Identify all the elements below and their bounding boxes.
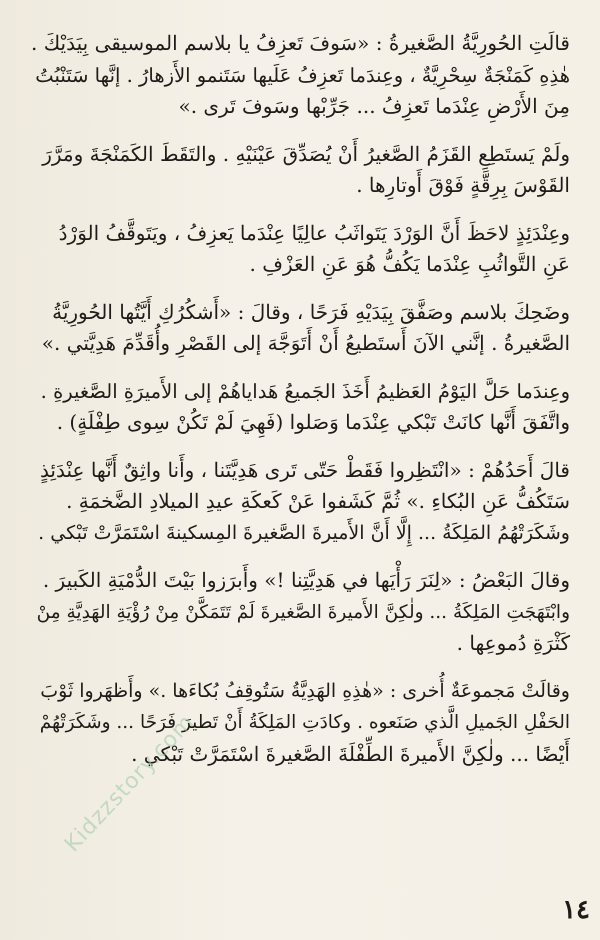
text-line: أَيْضًا ... ولٰكِنَّ الأَميرةَ الطِّفْلَةَ الصَّغيرةَ اسْتَمَرَّتْ تَبْكي .: [131, 741, 570, 766]
paragraph-5: [30, 376, 570, 439]
text-line: قالَتِ الحُورِيَّةُ الصَّغيرةُ : «سَوفَ تَعزِفُ يا بلاسم الموسيقى بِيَدَيْكَ .: [30, 31, 570, 55]
text-line: وعِنْدَئِذٍ لاحَظَ أَنَّ الوَرْدَ يَتَواثَبُ عالِيًا عِنْدَما يَعزِفُ ، ويَتَوقَّفُ الوَرْدُ: [58, 220, 570, 245]
text-line: ولَمْ يَستَطِعِ القَزَمُ الصَّغيرُ أَنْ يُصَدِّقَ عَيْنَيْهِ . والتَقَطَ الكَمَنْجَةَ ومَرَّرَ: [42, 141, 570, 166]
text-line: وعِندَما حَلَّ اليَوْمُ العَظيمُ أَخَذَ الجَميعُ هَداياهُمْ إلى الأَميرَةِ الصَّغيرةِ .: [40, 379, 570, 403]
text-line: هٰذِهِ كَمَنْجَةٌ سِحْرِيَّةٌ ، وعِندَما تَعزِفُ عَلَيها سَتَنمو الأَزهارُ . إنَّها سَتَنْبُتُ: [35, 63, 570, 87]
text-line: وقالَتْ مَجموعَةٌ أُخرى : «هٰذِهِ الهَدِيَّةُ سَتُوقِفُ بُكاءَها .» وأَظهَروا ثَوْبَ: [40, 679, 570, 702]
paragraph-1: [30, 28, 570, 123]
paragraph-2: [30, 139, 570, 202]
text-line: وشَكَرَتْهُمُ المَلِكَةُ ... إِلَّا أَنَّ الأَميرةَ الصَّغيرةَ المِسكينةَ اسْتَمَرَّتْ تَبْكي .: [38, 521, 570, 544]
text-line: القَوْسَ بِرِقَّةٍ فَوْقَ أَوتارِها .: [356, 173, 570, 197]
text-line: وضَحِكَ بلاسم وصَفَّقَ بِيَدَيْهِ فَرَحًا ، وقالَ : «أَشكُرُكِ أَيَّتُها الحُورِيَّةُ: [52, 299, 570, 324]
text-line: الحَفْلِ الجَميلِ الَّذي صَنَعوه . وكادَتِ المَلِكَةُ أَنْ تَطيرَ فَرَحًا ... وشَكَرَتْهُمْ: [39, 712, 570, 733]
text-line: الصَّغيرةُ . إنَّني الآنَ أَستَطيعُ أَنْ أَتَوَجَّهَ إلى القَصْرِ وأُقَدِّمَ هَدِيَّتي .»: [41, 331, 570, 355]
text-line: سَتَكُفُّ عَنِ البُكاءِ .» ثُمَّ كَشَفوا عَنْ كَعكَةِ عيدِ الميلادِ الضَّخمَةِ .: [66, 489, 570, 513]
text-line: عَنِ التَّواثُبِ عِنْدَما يَكُفُّ هُوَ عَنِ العَزْفِ .: [249, 252, 570, 276]
text-line: وقالَ البَعْضُ : «لِنَرَ رَأْيَها في هَدِيَّتِنا !» وأَبرَزوا بَيْتَ الدُّمْيَةِ الكَبيرَ .: [42, 568, 570, 592]
text-line: قالَ أَحَدُهُمْ : «انْتَظِروا فَقَطْ حَتّى تَرى هَدِيَّتَنا ، وأَنا واثِقٌ أَنَّها عِنْدَئِذٍ: [39, 457, 570, 482]
story-text: [30, 28, 570, 786]
paragraph-8: [30, 676, 570, 771]
paragraph-4: [30, 297, 570, 360]
text-line: وابْتَهَجَتِ المَلِكَةُ ... ولٰكِنَّ الأَميرةَ الصَّغيرةَ لَمْ تَتَمَكَّنْ مِنْ رُؤْيَةِ الهَدِيَّةِ مِنْ: [36, 601, 570, 623]
paragraph-7: [30, 565, 570, 660]
paragraph-3: [30, 218, 570, 281]
page-number: ١٤: [562, 895, 590, 925]
text-line: واتَّفَقَ أَنَّها كانَتْ تَبْكي عِنْدَما وَصَلوا (فَهِيَ لَمْ تَكُنْ سِوى طِفْلَةٍ) .: [56, 410, 570, 434]
paragraph-6: [30, 455, 570, 550]
text-line: كَثْرَةِ دُموعِها .: [456, 631, 570, 655]
text-line: مِنَ الأَرْضِ عِنْدَما تَعزِفُ ... جَرِّبْها وسَوفَ تَرى .»: [178, 94, 570, 118]
watermark: Kidzzstory.com: [60, 709, 200, 858]
